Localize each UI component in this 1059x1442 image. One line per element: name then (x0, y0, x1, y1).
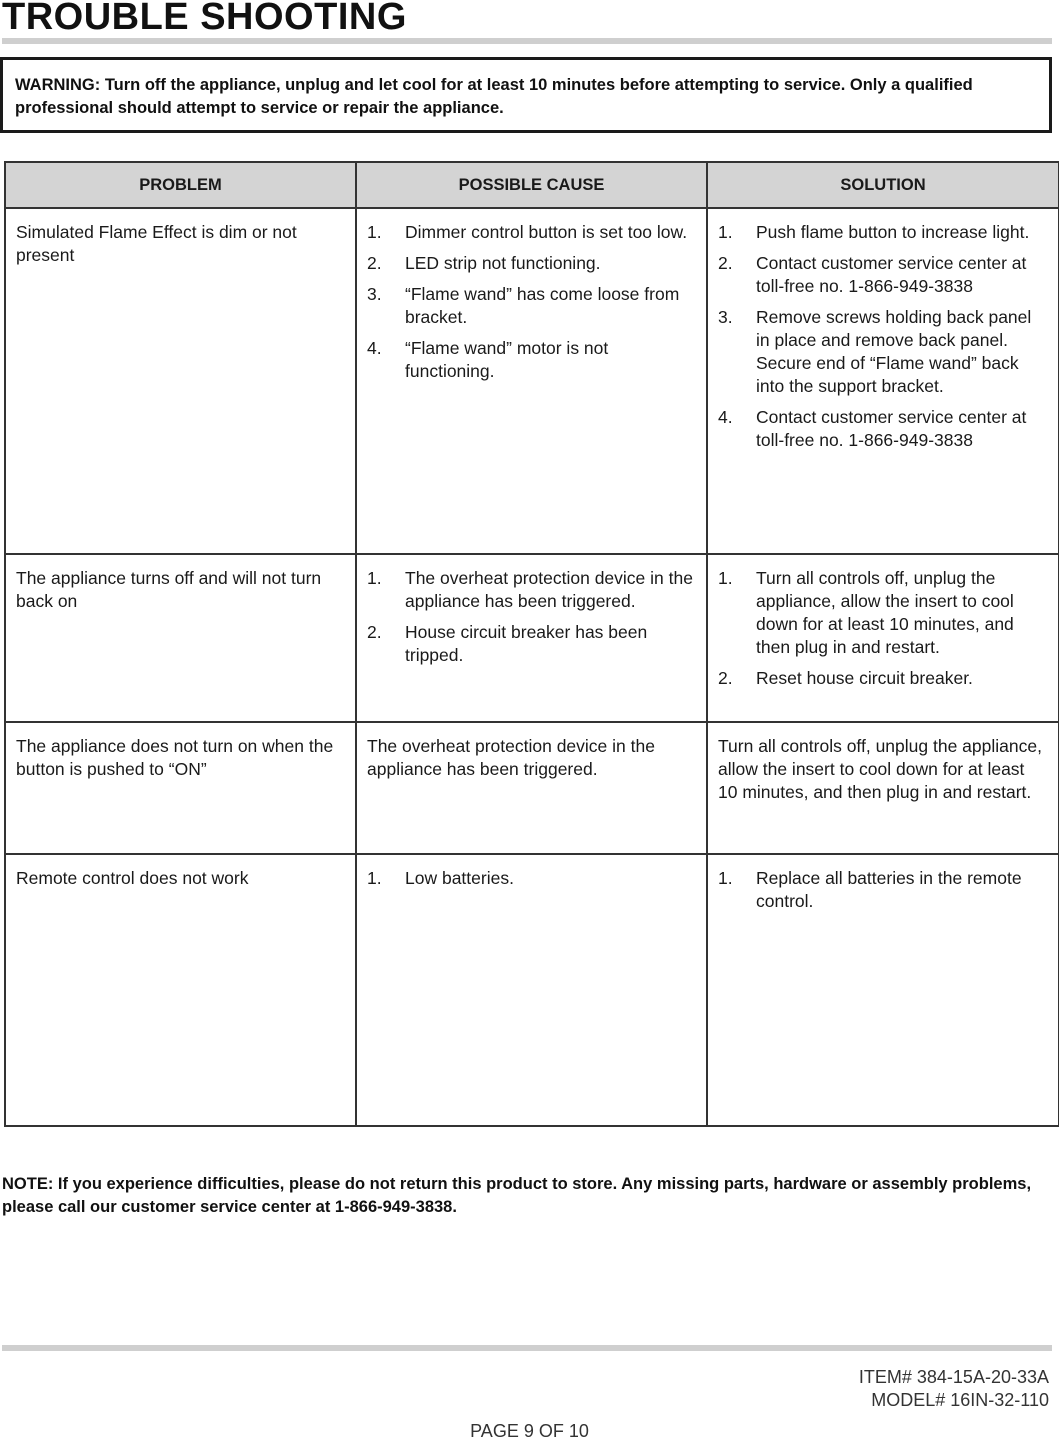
list-item: 1. Dimmer control button is set too low. (367, 222, 688, 242)
list-item: 1. Push flame button to increase light. (718, 222, 1030, 242)
list-item: 2. LED strip not functioning. (367, 253, 601, 273)
list-item: 2. House circuit breaker has been tripped. (367, 622, 648, 665)
cause-cell (356, 554, 707, 722)
cause-list (367, 221, 696, 383)
problem-cell: The appliance turns off and will not turn back on (5, 554, 356, 722)
table-row (5, 854, 1059, 1126)
solution-list (718, 567, 1048, 690)
warning-box (0, 57, 1052, 133)
model-number: MODEL# 16IN-32-110 (871, 1390, 1049, 1410)
solution-cell (707, 854, 1059, 1126)
header-possible-cause: POSSIBLE CAUSE (356, 162, 707, 208)
table-row (5, 208, 1059, 554)
list-item: 3. Remove screws holding back panel in place and remove back panel. Secure end of “Flame wand” back into the support bracket. (718, 307, 1032, 396)
solution-cell: Turn all controls off, unplug the appliance, allow the insert to cool down for at least 10 minutes, and then plug in and restart. (707, 722, 1059, 854)
cause-list (367, 567, 696, 667)
list-item: 1. Low batteries. (367, 868, 514, 888)
note-text: NOTE: If you experience difficulties, please do not return this product to store. Any missing parts, hardware or assembly problems, please call our customer service center at 1-866-949-3838. (2, 1175, 1032, 1216)
list-item: 1. Turn all controls off, unplug the appliance, allow the insert to cool down for at least 10 minutes, and then plug in and restart. (718, 568, 1014, 657)
header-solution: SOLUTION (707, 162, 1059, 208)
cause-cell: The overheat protection device in the appliance has been triggered. (356, 722, 707, 854)
header-divider (2, 38, 1052, 44)
solution-cell (707, 554, 1059, 722)
list-item: 2. Reset house circuit breaker. (718, 668, 973, 688)
list-item: 1. Replace all batteries in the remote control. (718, 868, 1022, 911)
page-number: PAGE 9 OF 10 (470, 1421, 589, 1441)
footer-divider (2, 1345, 1052, 1351)
list-item: 4. Contact customer service center at toll-free no. 1-866-949-3838 (718, 407, 1027, 450)
list-item: 4. “Flame wand” motor is not functioning. (367, 338, 609, 381)
problem-cell: Simulated Flame Effect is dim or not present (5, 208, 356, 554)
list-item: 3. “Flame wand” has come loose from bracket. (367, 284, 680, 327)
problem-cell: Remote control does not work (5, 854, 356, 1126)
page-title: TROUBLE SHOOTING (2, 0, 407, 38)
cause-cell (356, 854, 707, 1126)
warning-text: WARNING: Turn off the appliance, unplug and let cool for at least 10 minutes before attempting to service. Only a qualified professional should attempt to service or repair the appliance. (15, 76, 973, 117)
cause-cell (356, 208, 707, 554)
troubleshooting-table (4, 161, 1059, 1127)
table-row (5, 554, 1059, 722)
solution-list (718, 867, 1048, 913)
table-row (5, 722, 1059, 854)
solution-cell (707, 208, 1059, 554)
list-item: 1. The overheat protection device in the appliance has been triggered. (367, 568, 693, 611)
table-header-row (5, 162, 1059, 208)
list-item: 2. Contact customer service center at toll-free no. 1-866-949-3838 (718, 253, 1027, 296)
problem-cell: The appliance does not turn on when the button is pushed to “ON” (5, 722, 356, 854)
item-number: ITEM# 384-15A-20-33A (858, 1367, 1049, 1387)
header-problem: PROBLEM (5, 162, 356, 208)
cause-list (367, 867, 696, 890)
solution-list (718, 221, 1048, 452)
